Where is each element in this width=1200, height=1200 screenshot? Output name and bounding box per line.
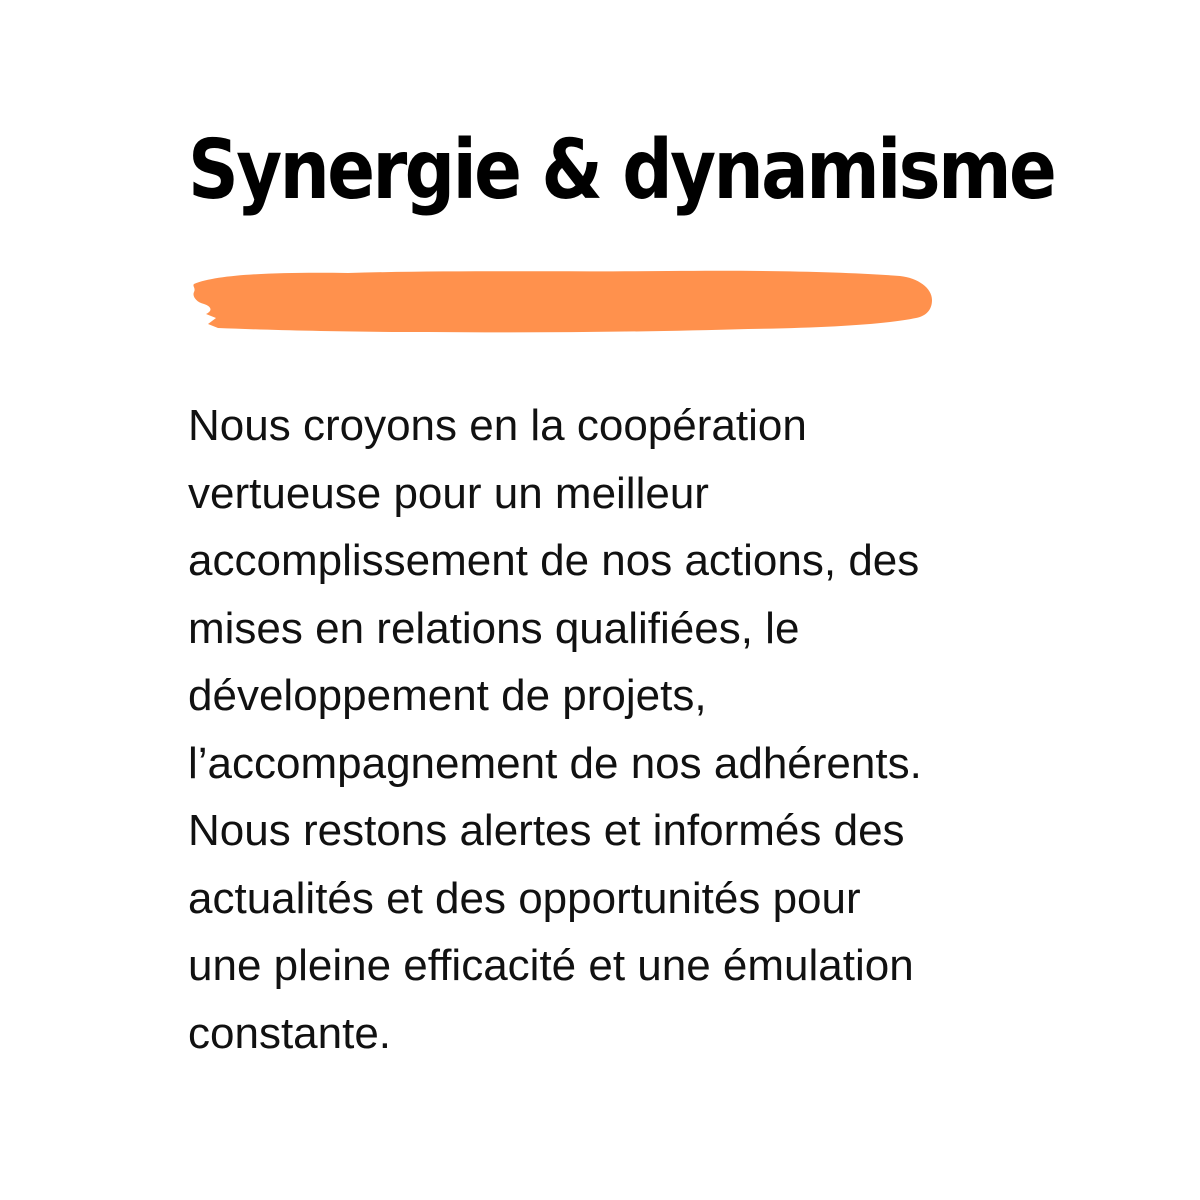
body-paragraph: Nous croyons en la coopération vertueuse pour un meilleur accomplissement de nos actions, des mises en relations qualifiées, le développement de projets, l’accompagnement de nos adhérents. Nous restons alertes et informés des actualités et des opportunités pour une pleine efficacité et une émulation constante. [188,401,922,1058]
brush-stroke-divider [188,266,936,338]
page-title: Synergie & dynamisme [188,123,1055,218]
